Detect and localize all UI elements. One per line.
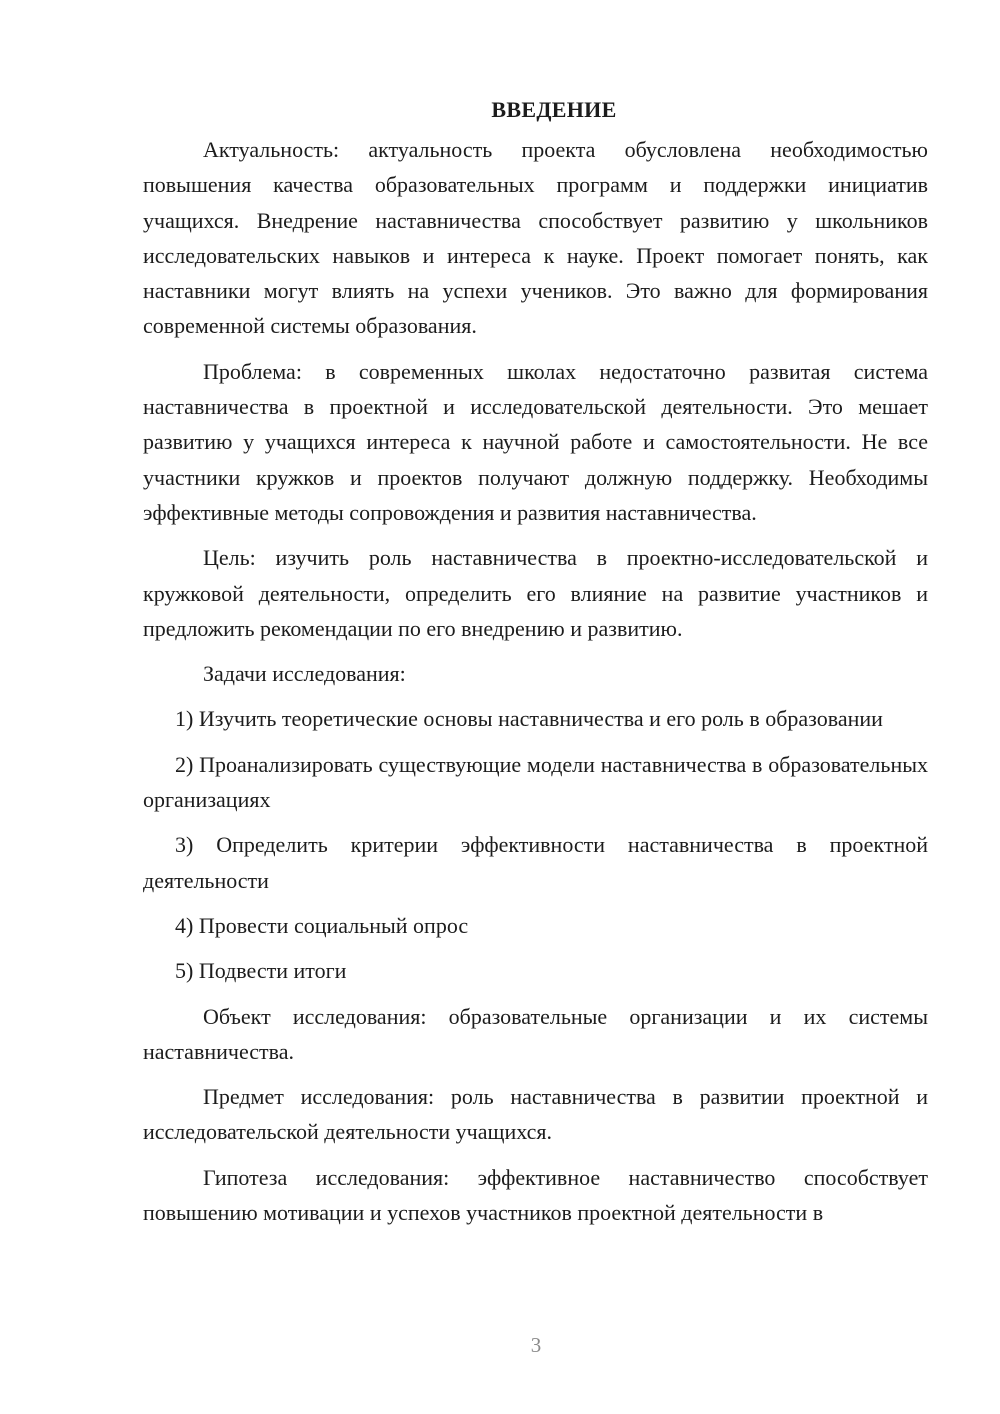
paragraph-subject: Предмет исследования: роль наставничества в развитии проектной и исследовательской деятельности учащихся. xyxy=(143,1084,928,1145)
paragraph-hypothesis: Гипотеза исследования: эффективное наставничество способствует повышению мотивации и успехов участников проектной деятельности в xyxy=(143,1164,928,1226)
list-item: 5) Подвести итоги xyxy=(175,958,347,984)
list-item: 3) Определить критерии эффективности наставничества в проектной деятельности xyxy=(143,832,928,893)
paragraph-tasks-intro: Задачи исследования: xyxy=(203,661,406,687)
list-item: 2) Проанализировать существующие модели наставничества в образовательных организациях xyxy=(143,751,928,813)
page-number: 3 xyxy=(530,1333,542,1357)
list-item: 1) Изучить теоретические основы наставничества и его роль в образовании xyxy=(175,706,883,732)
paragraph-relevance: Актуальность: актуальность проекта обусловлена необходимостью повышения качества образовательных программ и поддержки инициатив учащихся. Внедрение наставничества способствует развитию у школьников исследовательских навыков и интереса к науке. Проект помогает понять, как наставники могут влиять на успехи учеников. Это важно для формирования современной системы образования. xyxy=(143,137,928,339)
list-item: 4) Провести социальный опрос xyxy=(175,912,469,938)
document-page xyxy=(143,92,928,1230)
tasks-list xyxy=(143,701,928,988)
paragraph-goal: Цель: изучить роль наставничества в проектно-исследовательской и кружковой деятельности, определить его влияние на развитие участников и предложить рекомендации по его внедрению и развитию. xyxy=(143,545,928,641)
paragraph-object: Объект исследования: образовательные организации и их системы наставничества. xyxy=(143,1003,928,1064)
section-heading: ВВЕДЕНИЕ xyxy=(491,97,617,122)
paragraph-problem: Проблема: в современных школах недостаточно развитая система наставничества в проектной и исследовательской деятельности. Это мешает развитию у учащихся интереса к научной работе и самостоятельности. Не все участники кружков и проектов получают должную поддержку. Необходимы эффективные методы сопровождения и развития наставничества. xyxy=(143,358,928,525)
